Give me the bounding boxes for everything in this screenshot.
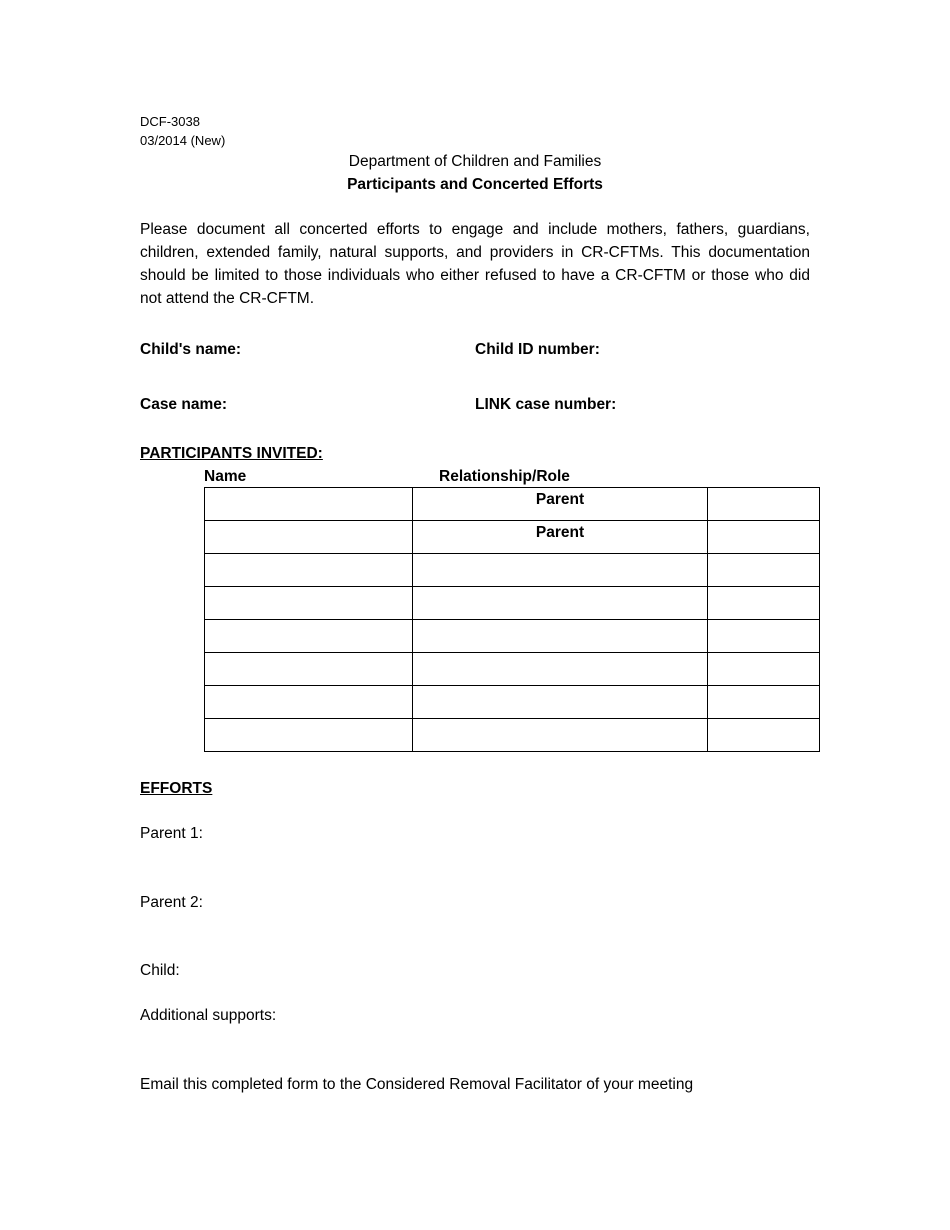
- extra-cell[interactable]: [708, 620, 820, 653]
- name-cell[interactable]: [205, 521, 413, 554]
- role-cell[interactable]: [413, 554, 708, 587]
- table-row: [205, 554, 820, 587]
- extra-cell-text: [708, 587, 819, 590]
- table-row: [205, 521, 820, 554]
- table-row: [205, 686, 820, 719]
- role-cell[interactable]: [413, 620, 708, 653]
- role-cell-text: [413, 686, 707, 689]
- role-cell-text: [413, 554, 707, 557]
- parent-1-label: Parent 1:: [140, 825, 203, 842]
- name-cell-text: [205, 521, 412, 524]
- role-cell-text: [413, 587, 707, 590]
- name-cell-text: [205, 686, 412, 689]
- child-name-label: Child's name:: [140, 341, 242, 358]
- role-cell[interactable]: [413, 653, 708, 686]
- role-cell-text: Parent: [535, 491, 585, 508]
- additional-supports-label: Additional supports:: [140, 1007, 277, 1024]
- extra-cell-text: [708, 554, 819, 557]
- footer-instruction: Email this completed form to the Considered Removal Facilitator of your meeting: [140, 1076, 694, 1093]
- table-row: [205, 653, 820, 686]
- extra-cell[interactable]: [708, 719, 820, 752]
- name-cell-text: [205, 587, 412, 590]
- instructions-paragraph: Please document all concerted efforts to engage and include mothers, fathers, guardians, children, extended family, natural supports, and providers in CR-CFTMs. This documentation should be limited to those individuals who either refused to have a CR-CFTM or those who did not attend the CR-CFTM.: [140, 221, 810, 307]
- table-row: [205, 587, 820, 620]
- extra-cell-text: [708, 488, 819, 491]
- table-row: [205, 719, 820, 752]
- department-name: Department of Children and Families: [348, 153, 602, 170]
- table-row: [205, 620, 820, 653]
- form-code: DCF-3038: [140, 114, 200, 129]
- child-id-label: Child ID number:: [475, 341, 600, 358]
- extra-cell-text: [708, 653, 819, 656]
- role-cell[interactable]: [413, 521, 708, 554]
- extra-cell[interactable]: [708, 653, 820, 686]
- extra-cell-text: [708, 719, 819, 722]
- name-cell-text: [205, 488, 412, 491]
- name-cell-text: [205, 554, 412, 557]
- name-cell[interactable]: [205, 653, 413, 686]
- child-label: Child:: [140, 962, 180, 979]
- role-cell-text: [413, 719, 707, 722]
- extra-cell-text: [708, 686, 819, 689]
- extra-cell-text: [708, 521, 819, 524]
- form-date: 03/2014 (New): [140, 133, 226, 148]
- name-cell[interactable]: [205, 686, 413, 719]
- extra-cell-text: [708, 620, 819, 623]
- role-cell-text: [413, 620, 707, 623]
- participants-heading: PARTICIPANTS INVITED:: [140, 445, 323, 462]
- extra-cell[interactable]: [708, 686, 820, 719]
- role-cell[interactable]: [413, 686, 708, 719]
- extra-cell[interactable]: [708, 521, 820, 554]
- extra-cell[interactable]: [708, 488, 820, 521]
- name-cell-text: [205, 653, 412, 656]
- role-cell[interactable]: [413, 488, 708, 521]
- table-row: [205, 488, 820, 521]
- extra-cell[interactable]: [708, 554, 820, 587]
- name-cell-text: [205, 719, 412, 722]
- role-cell[interactable]: [413, 587, 708, 620]
- case-name-label: Case name:: [140, 396, 228, 413]
- efforts-heading: EFFORTS: [140, 780, 213, 797]
- role-cell-text: Parent: [535, 524, 585, 541]
- parent-2-label: Parent 2:: [140, 894, 203, 911]
- name-cell[interactable]: [205, 620, 413, 653]
- column-header-name: Name: [204, 468, 247, 485]
- name-cell[interactable]: [205, 554, 413, 587]
- column-header-role: Relationship/Role: [439, 468, 570, 485]
- name-cell[interactable]: [205, 488, 413, 521]
- name-cell[interactable]: [205, 587, 413, 620]
- extra-cell[interactable]: [708, 587, 820, 620]
- name-cell[interactable]: [205, 719, 413, 752]
- link-case-number-label: LINK case number:: [475, 396, 617, 413]
- page-title: Participants and Concerted Efforts: [347, 176, 603, 193]
- role-cell[interactable]: [413, 719, 708, 752]
- participants-table: [204, 487, 820, 752]
- role-cell-text: [413, 653, 707, 656]
- name-cell-text: [205, 620, 412, 623]
